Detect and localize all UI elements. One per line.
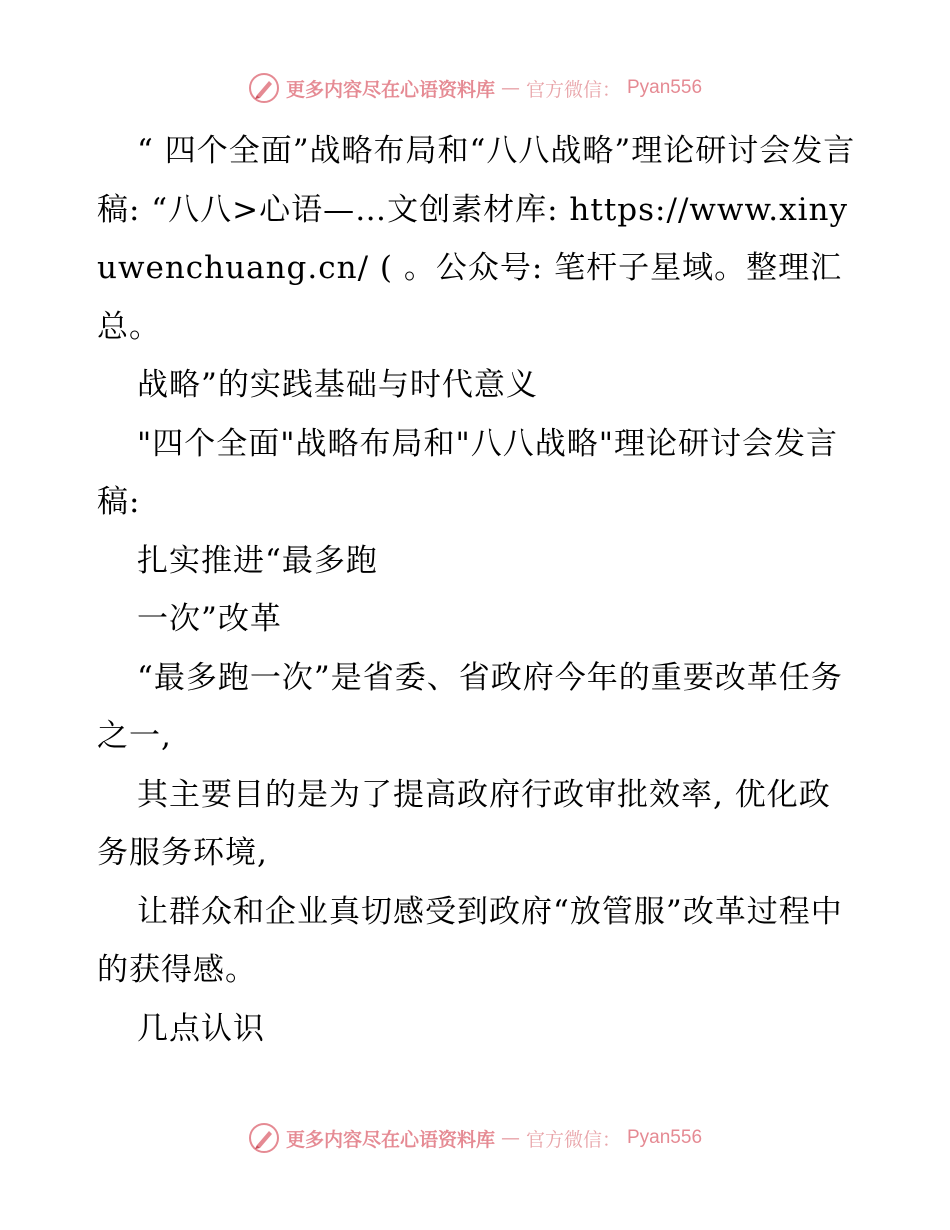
paragraph: 一次”改革 xyxy=(137,601,282,637)
watermark-footer xyxy=(0,1122,950,1154)
watermark-separator: — xyxy=(500,77,520,99)
document-body xyxy=(97,122,857,1058)
paragraph: “ 四个全面”战略布局和“八八战略”理论研讨会发言稿: “八八>心语—…文创素材库: https://www.xinyuwenchuang.cn/ ( 。公众号: 笔杆子星域。整理汇总。 xyxy=(97,133,856,345)
paragraph: 扎实推进“最多跑 xyxy=(137,542,378,579)
paragraph: "四个全面"战略布局和"八八战略"理论研讨会发言稿: xyxy=(97,425,839,520)
watermark-main-text: 更多内容尽在心语资料库 xyxy=(285,78,495,101)
watermark-sub-text: 官方微信： xyxy=(525,1128,621,1151)
watermark-main-text: 更多内容尽在心语资料库 xyxy=(285,1128,495,1151)
paragraph: 几点认识 xyxy=(137,1010,265,1047)
paragraph: 战略”的实践基础与时代意义 xyxy=(137,367,538,403)
watermark-sub-text: 官方微信： xyxy=(525,78,621,101)
paragraph: 让群众和企业真切感受到政府“放管服”改革过程中的获得感。 xyxy=(97,893,843,988)
pen-logo-icon xyxy=(248,1122,280,1154)
watermark-separator: — xyxy=(500,1127,520,1149)
paragraph: 其主要目的是为了提高政府行政审批效率, 优化政务服务环境, xyxy=(97,776,831,871)
paragraph: “最多跑一次”是省委、省政府今年的重要改革任务之一, xyxy=(97,659,843,754)
pen-logo-icon xyxy=(248,72,280,104)
watermark-header xyxy=(0,72,950,104)
watermark-wechat-id: Pyan556 xyxy=(627,1127,703,1148)
watermark-wechat-id: Pyan556 xyxy=(627,77,703,98)
